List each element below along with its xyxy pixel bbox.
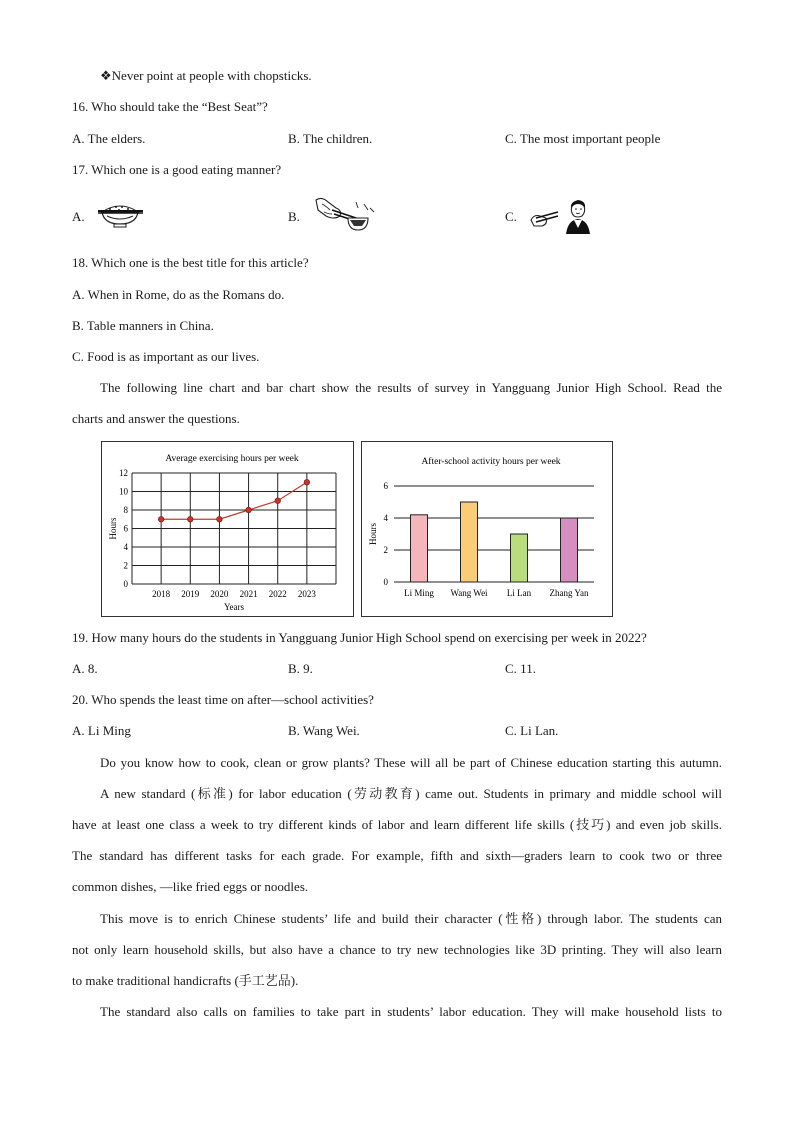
line-chart-x-tick: 2023	[297, 589, 316, 599]
question-17-options	[72, 209, 722, 225]
line-chart-y-tick: 6	[123, 523, 128, 534]
line-chart-x-tick: 2018	[152, 589, 171, 599]
q19-option-a[interactable]: A. 8.	[72, 661, 98, 676]
bar-chart-y-tick: 2	[383, 545, 388, 555]
line-chart-box	[101, 441, 354, 617]
bar-chart-bar	[561, 518, 578, 582]
line-chart-x-tick: 2019	[181, 589, 200, 599]
line-chart-point	[187, 516, 193, 522]
passage-p1: Do you know how to cook, clean or grow plants? These will all be part of Chinese education starting this autumn.	[100, 755, 722, 770]
bar-chart-bar	[511, 534, 528, 582]
q20-option-c[interactable]: C. Li Lan.	[505, 723, 559, 738]
line-chart-x-tick: 2022	[268, 589, 287, 599]
line-chart	[102, 442, 353, 616]
q18-option-c[interactable]: C. Food is as important as our lives.	[72, 349, 260, 364]
bar-chart-bar	[411, 515, 428, 582]
line-chart-y-tick: 2	[123, 560, 128, 571]
passage-p2-line3: The standard has different tasks for each grade. For example, fifth and sixth—graders learn to cook two or three	[72, 848, 722, 863]
line-chart-point	[158, 516, 164, 522]
q18-option-a[interactable]: A. When in Rome, do as the Romans do.	[72, 287, 285, 302]
question-19: 19. How many hours do the students in Yangguang Junior High School spend on exercising per week in 2022?	[72, 630, 647, 645]
line-chart-point	[246, 507, 252, 513]
line-chart-x-tick: 2020	[210, 589, 229, 599]
question-16-options	[72, 131, 722, 147]
table-manner-rule: ❖Never point at people with chopsticks.	[100, 68, 312, 83]
line-chart-point	[275, 498, 281, 504]
question-17: 17. Which one is a good eating manner?	[72, 162, 282, 177]
line-chart-y-tick: 10	[119, 486, 128, 497]
line-chart-title: Average exercising hours per week	[165, 454, 299, 464]
q17-option-b[interactable]: B.	[288, 209, 300, 224]
passage-p3-line3: to make traditional handicrafts (手工艺品).	[72, 973, 299, 988]
line-chart-y-tick: 0	[123, 579, 128, 589]
bar-chart-x-tick: Li Ming	[404, 588, 434, 598]
bar-chart-x-tick: Wang Wei	[450, 588, 488, 598]
bar-chart-y-tick: 0	[383, 577, 388, 587]
bar-chart-y-tick: 6	[383, 481, 388, 491]
chart-intro-line-1: The following line chart and bar chart show the results of survey in Yangguang Junior High School. Read the	[100, 380, 722, 395]
q16-option-c[interactable]: C. The most important people	[505, 131, 661, 146]
passage-p2-line1: A new standard (标准) for labor education (劳动教育) came out. Students in primary and middle school will	[100, 786, 722, 801]
question-18: 18. Which one is the best title for this article?	[72, 255, 309, 270]
bar-chart	[362, 442, 612, 616]
passage-p3-line1: This move is to enrich Chinese students’ life and build their character (性格) through labor. The students can	[100, 911, 722, 926]
line-chart-x-label: Years	[223, 602, 245, 612]
passage-p4-line1: The standard also calls on families to take part in students’ labor education. They will make household lists to	[100, 1004, 722, 1019]
bar-chart-y-tick: 4	[383, 513, 388, 523]
hand-stabbing-chopsticks-icon	[312, 194, 378, 236]
q17-option-c[interactable]: C.	[505, 209, 517, 224]
q19-option-b[interactable]: B. 9.	[288, 661, 313, 676]
line-chart-x-tick: 2021	[239, 589, 258, 599]
rice-bowl-chopsticks-icon	[96, 200, 144, 230]
q17-option-a[interactable]: A.	[72, 209, 85, 224]
q16-option-a[interactable]: A. The elders.	[72, 131, 146, 146]
question-19-options	[72, 661, 722, 677]
q20-option-b[interactable]: B. Wang Wei.	[288, 723, 360, 738]
passage-p2-line2: have at least one class a week to try different kinds of labor and learn different life skills (技巧) and even job skills.	[72, 817, 722, 832]
passage-p2-line4: common dishes, —like fried eggs or noodles.	[72, 879, 309, 894]
line-chart-point	[217, 516, 223, 522]
line-chart-series-line	[161, 482, 307, 519]
bar-chart-title: After-school activity hours per week	[421, 457, 561, 467]
bar-chart-box	[361, 441, 613, 617]
question-16: 16. Who should take the “Best Seat”?	[72, 99, 268, 114]
question-20: 20. Who spends the least time on after—school activities?	[72, 692, 374, 707]
line-chart-y-label: Hours	[108, 517, 118, 540]
q20-option-a[interactable]: A. Li Ming	[72, 723, 131, 738]
bar-chart-x-tick: Zhang Yan	[549, 588, 589, 598]
q18-option-b[interactable]: B. Table manners in China.	[72, 318, 214, 333]
bar-chart-y-label: Hours	[368, 523, 378, 545]
line-chart-y-tick: 4	[123, 542, 128, 552]
question-20-options	[72, 723, 722, 739]
line-chart-y-tick: 8	[123, 505, 128, 515]
q16-option-b[interactable]: B. The children.	[288, 131, 373, 146]
line-chart-point	[304, 479, 310, 485]
bar-chart-x-tick: Li Lan	[506, 588, 532, 598]
bar-chart-bar	[461, 502, 478, 582]
pointing-chopsticks-at-person-icon	[528, 198, 596, 236]
line-chart-y-tick: 12	[119, 468, 128, 478]
chart-intro-line-2: charts and answer the questions.	[72, 411, 240, 426]
q19-option-c[interactable]: C. 11.	[505, 661, 536, 676]
passage-p3-line2: not only learn household skills, but also have a chance to try new technologies like 3D printing. They will also learn	[72, 942, 722, 957]
